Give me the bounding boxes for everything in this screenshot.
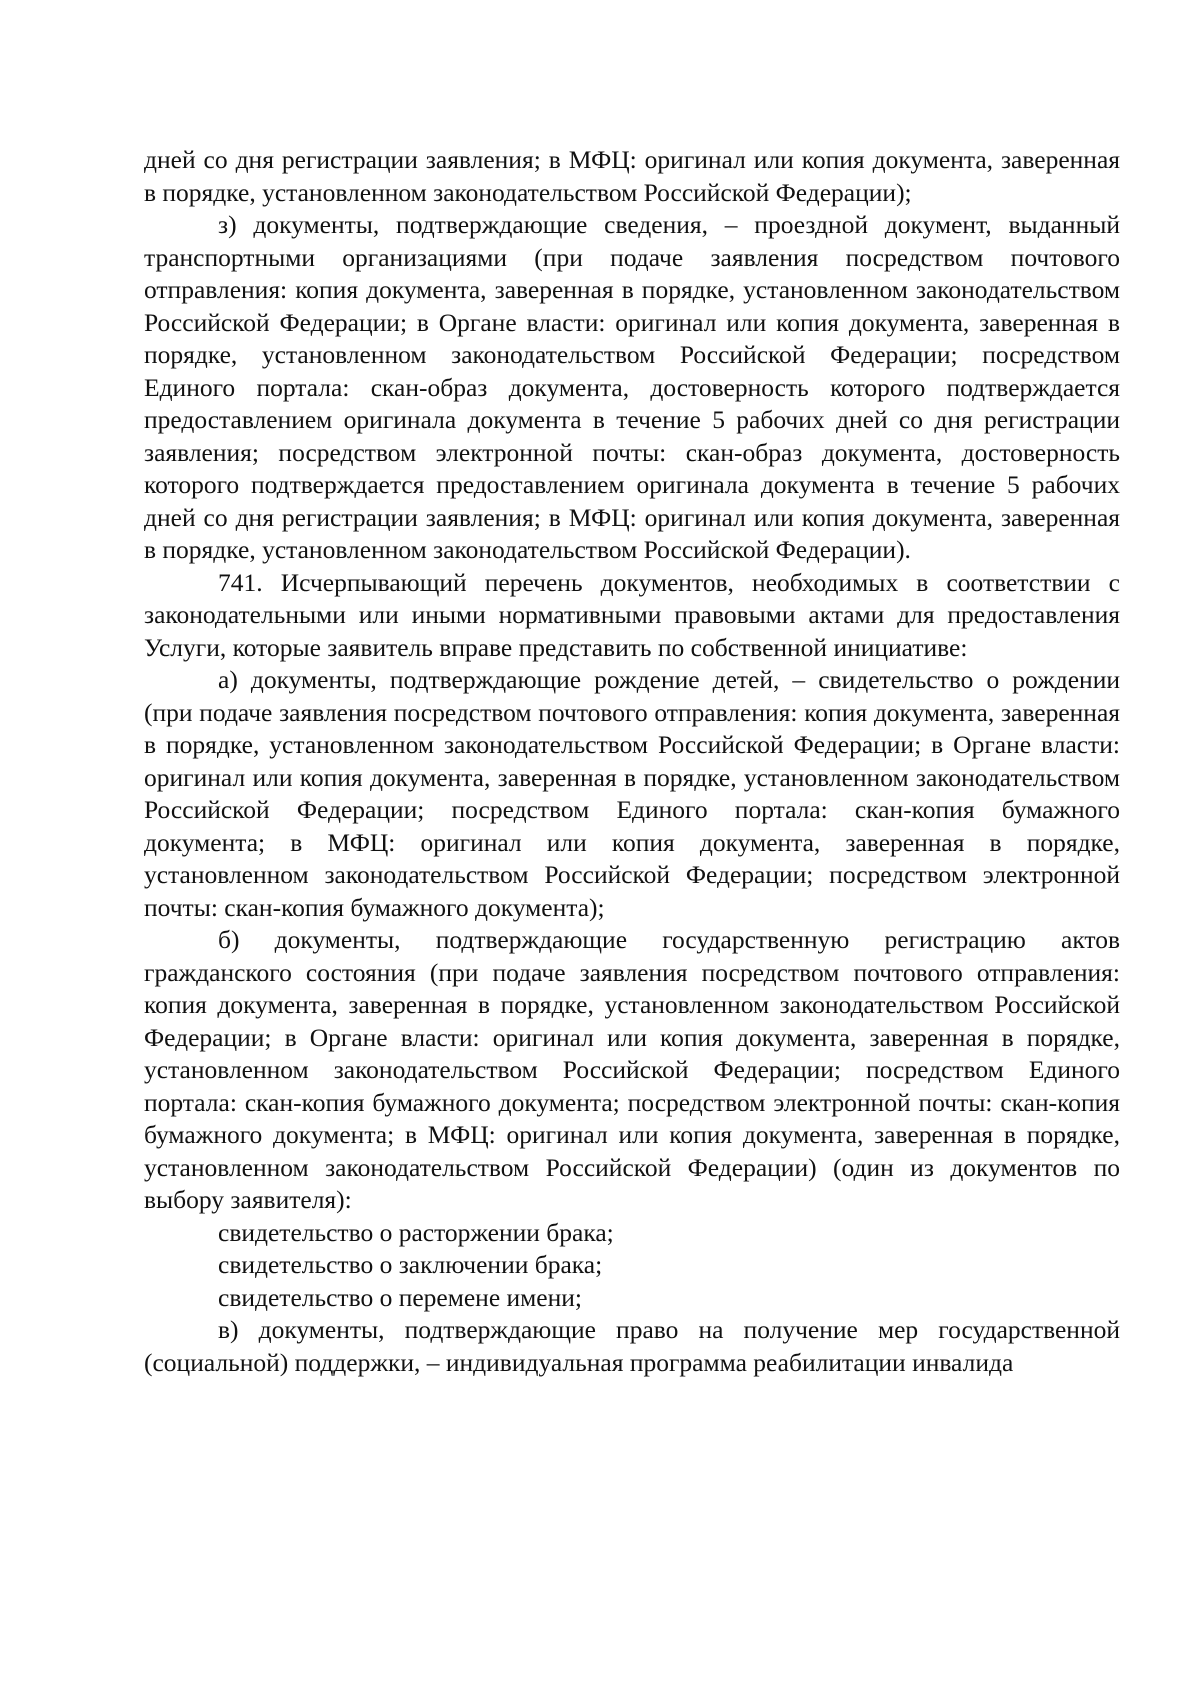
document-page: [144, 144, 1120, 1379]
paragraph-item-v: в) документы, подтверждающие право на получение мер государственной (социальной) поддержки, – индивидуальная программа реабилитации инвалида: [144, 1315, 1120, 1377]
list-item: свидетельство о расторжении брака;: [218, 1217, 614, 1247]
paragraph-item-z: з) документы, подтверждающие сведения, – проездной документ, выданный транспортными организациями (при подаче заявления посредством почтового отправления: копия документа, заверенная в порядке, установленном законодательством Российской Федерации; в Органе власти: оригинал или копия документа, заверенная в порядке, установленном законодательством Российской Федерации; посредством Единого портала: скан-образ документа, достоверность которого подтверждается предоставлением оригинала документа в течение 5 рабочих дней со дня регистрации заявления; посредством электронной почты: скан-образ документа, достоверность которого подтверждается предоставлением оригинала документа в течение 5 рабочих дней со дня регистрации заявления; в МФЦ: оригинал или копия документа, заверенная в порядке, установленном законодательством Российской Федерации).: [144, 210, 1120, 564]
paragraph-clause-741: 741. Исчерпывающий перечень документов, необходимых в соответствии с законодательными или иными нормативными правовыми актами для предоставления Услуги, которые заявитель вправе представить по собственной инициативе:: [144, 567, 1120, 662]
list-item: свидетельство о перемене имени;: [218, 1282, 582, 1312]
paragraph-item-a: а) документы, подтверждающие рождение детей, – свидетельство о рождении (при подаче заявления посредством почтового отправления: копия документа, заверенная в порядке, установленном законодательством Российской Федерации; в Органе власти: оригинал или копия документа, заверенная в порядке, установленном законодательством Российской Федерации; посредством Единого портала: скан-копия бумажного документа; в МФЦ: оригинал или копия документа, заверенная в порядке, установленном законодательством Российской Федерации; посредством электронной почты: скан-копия бумажного документа);: [144, 665, 1120, 922]
list-item: свидетельство о заключении брака;: [218, 1250, 603, 1279]
paragraph-continuation: дней со дня регистрации заявления; в МФЦ: оригинал или копия документа, заверенная в порядке, установленном законодательством Российской Федерации);: [144, 145, 1120, 207]
paragraph-item-b: б) документы, подтверждающие государственную регистрацию актов гражданского состояния (при подаче заявления посредством почтового отправления: копия документа, заверенная в порядке, установленном законодательством Российской Федерации; в Органе власти: оригинал или копия документа, заверенная в порядке, установленном законодательством Российской Федерации; посредством Единого портала: скан-копия бумажного документа; посредством электронной почты: скан-копия бумажного документа; в МФЦ: оригинал или копия документа, заверенная в порядке, установленном законодательством Российской Федерации) (один из документов по выбору заявителя):: [144, 925, 1120, 1214]
